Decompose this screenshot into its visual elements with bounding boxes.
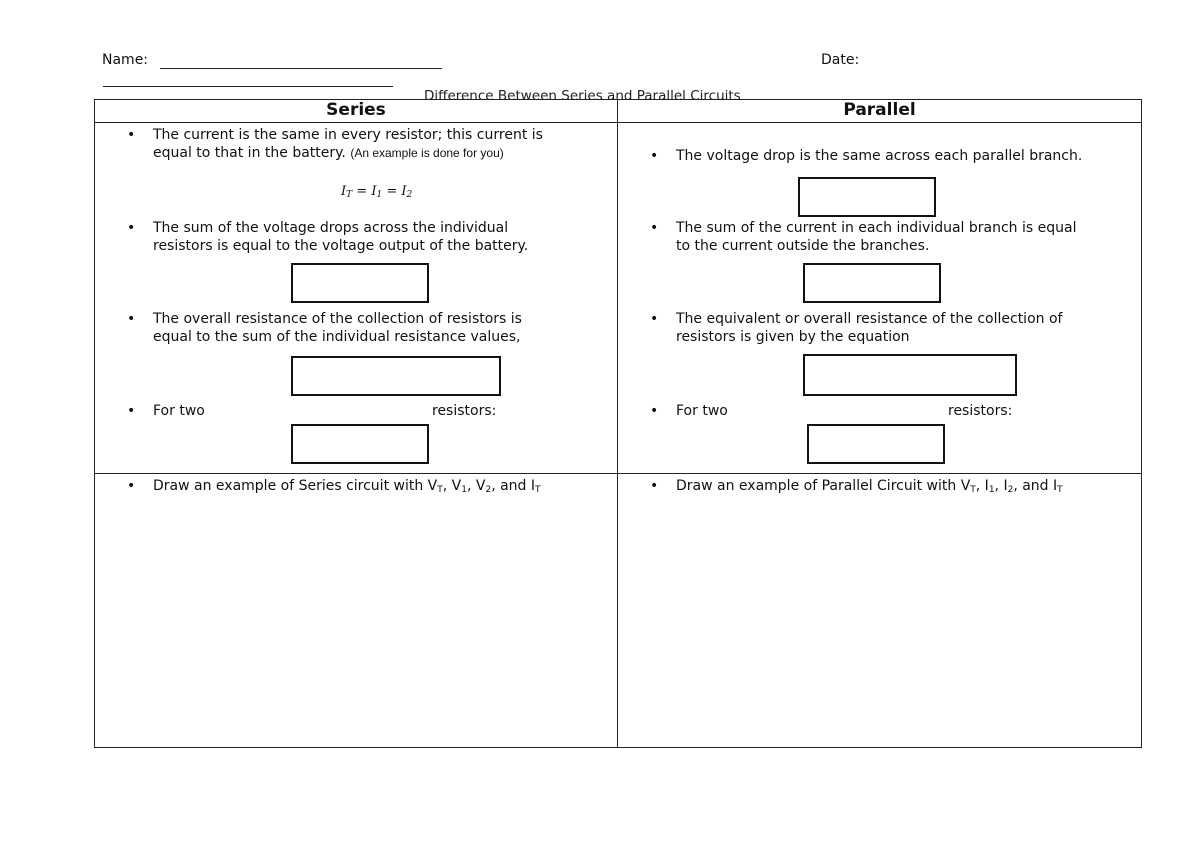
bullet-dot: • (127, 127, 136, 143)
parallel-two-resistors-answer-box[interactable] (807, 424, 945, 464)
bullet-dot: • (127, 403, 136, 419)
series-current-formula: $I_T = I_1 = I_2$ (341, 184, 413, 200)
parallel-resistance-line1: The equivalent or overall resistance of the collection of (676, 311, 1063, 327)
parallel-bullet-current (650, 219, 1136, 255)
bullet-dot: • (127, 220, 136, 236)
bullet-dot: • (650, 403, 659, 419)
parallel-resistance-answer-box[interactable] (803, 354, 1017, 396)
series-resistance-line1: The overall resistance of the collection of resistors is (153, 311, 522, 327)
series-draw-text: Draw an example of Series circuit with V (153, 478, 438, 494)
series-current-line1: The current is the same in every resistor; this current is (153, 127, 543, 143)
parallel-voltage-answer-box[interactable] (798, 177, 936, 217)
bullet-dot: • (650, 311, 659, 327)
date-label: Date: (821, 52, 860, 68)
series-bullet-two-resistors (127, 402, 603, 420)
series-voltage-line1: The sum of the voltage drops across the individual (153, 220, 509, 236)
date-line[interactable] (103, 86, 393, 87)
bullet-dot: • (127, 478, 136, 494)
parallel-voltage-line1: The voltage drop is the same across each parallel branch. (676, 148, 1083, 164)
parallel-two-right: resistors: (948, 403, 1013, 419)
series-voltage-line2: resistors is equal to the voltage output of the battery. (153, 238, 529, 254)
parallel-draw-instruction: • Draw an example of Parallel Circuit with $V_T$, $I_1$, $I_2$, and $I_T$ (650, 478, 1063, 495)
parallel-two-left: For two (676, 403, 728, 419)
bullet-dot: • (650, 148, 659, 164)
series-resistance-answer-box[interactable] (291, 356, 501, 396)
name-line[interactable] (160, 68, 442, 69)
series-two-left: For two (153, 403, 205, 419)
parallel-properties-cell (618, 123, 1142, 474)
parallel-heading: Parallel (618, 100, 1142, 123)
series-properties-cell (95, 123, 618, 474)
parallel-bullet-two-resistors (650, 402, 1136, 420)
series-voltage-answer-box[interactable] (291, 263, 429, 303)
series-bullet-voltage (127, 219, 603, 255)
series-resistance-line2: equal to the sum of the individual resistance values, (153, 329, 521, 345)
parallel-current-line1: The sum of the current in each individual branch is equal (676, 220, 1077, 236)
series-drawing-cell[interactable] (95, 474, 618, 748)
comparison-table (94, 99, 1142, 748)
bullet-dot: • (650, 478, 659, 494)
parallel-current-line2: to the current outside the branches. (676, 238, 930, 254)
parallel-current-answer-box[interactable] (803, 263, 941, 303)
example-note: (An example is done for you) (350, 146, 504, 160)
series-two-resistors-answer-box[interactable] (291, 424, 429, 464)
parallel-draw-text: Draw an example of Parallel Circuit with V (676, 478, 971, 494)
bullet-dot: • (650, 220, 659, 236)
parallel-bullet-voltage (650, 147, 1136, 165)
series-bullet-current (127, 126, 603, 162)
series-two-right: resistors: (432, 403, 497, 419)
series-bullet-resistance (127, 310, 603, 346)
page-title: Difference Between Series and Parallel Circuits (424, 88, 741, 104)
parallel-resistance-line2: resistors is given by the equation (676, 329, 910, 345)
bullet-dot: • (127, 311, 136, 327)
parallel-bullet-resistance (650, 310, 1136, 346)
parallel-drawing-cell[interactable] (618, 474, 1142, 748)
series-current-line2: equal to that in the battery. (153, 145, 346, 161)
series-draw-instruction: • Draw an example of Series circuit with $V_T$, $V_1$, $V_2$, and $I_T$ (127, 478, 541, 495)
name-label: Name: (102, 52, 149, 68)
series-heading: Series (95, 100, 618, 123)
